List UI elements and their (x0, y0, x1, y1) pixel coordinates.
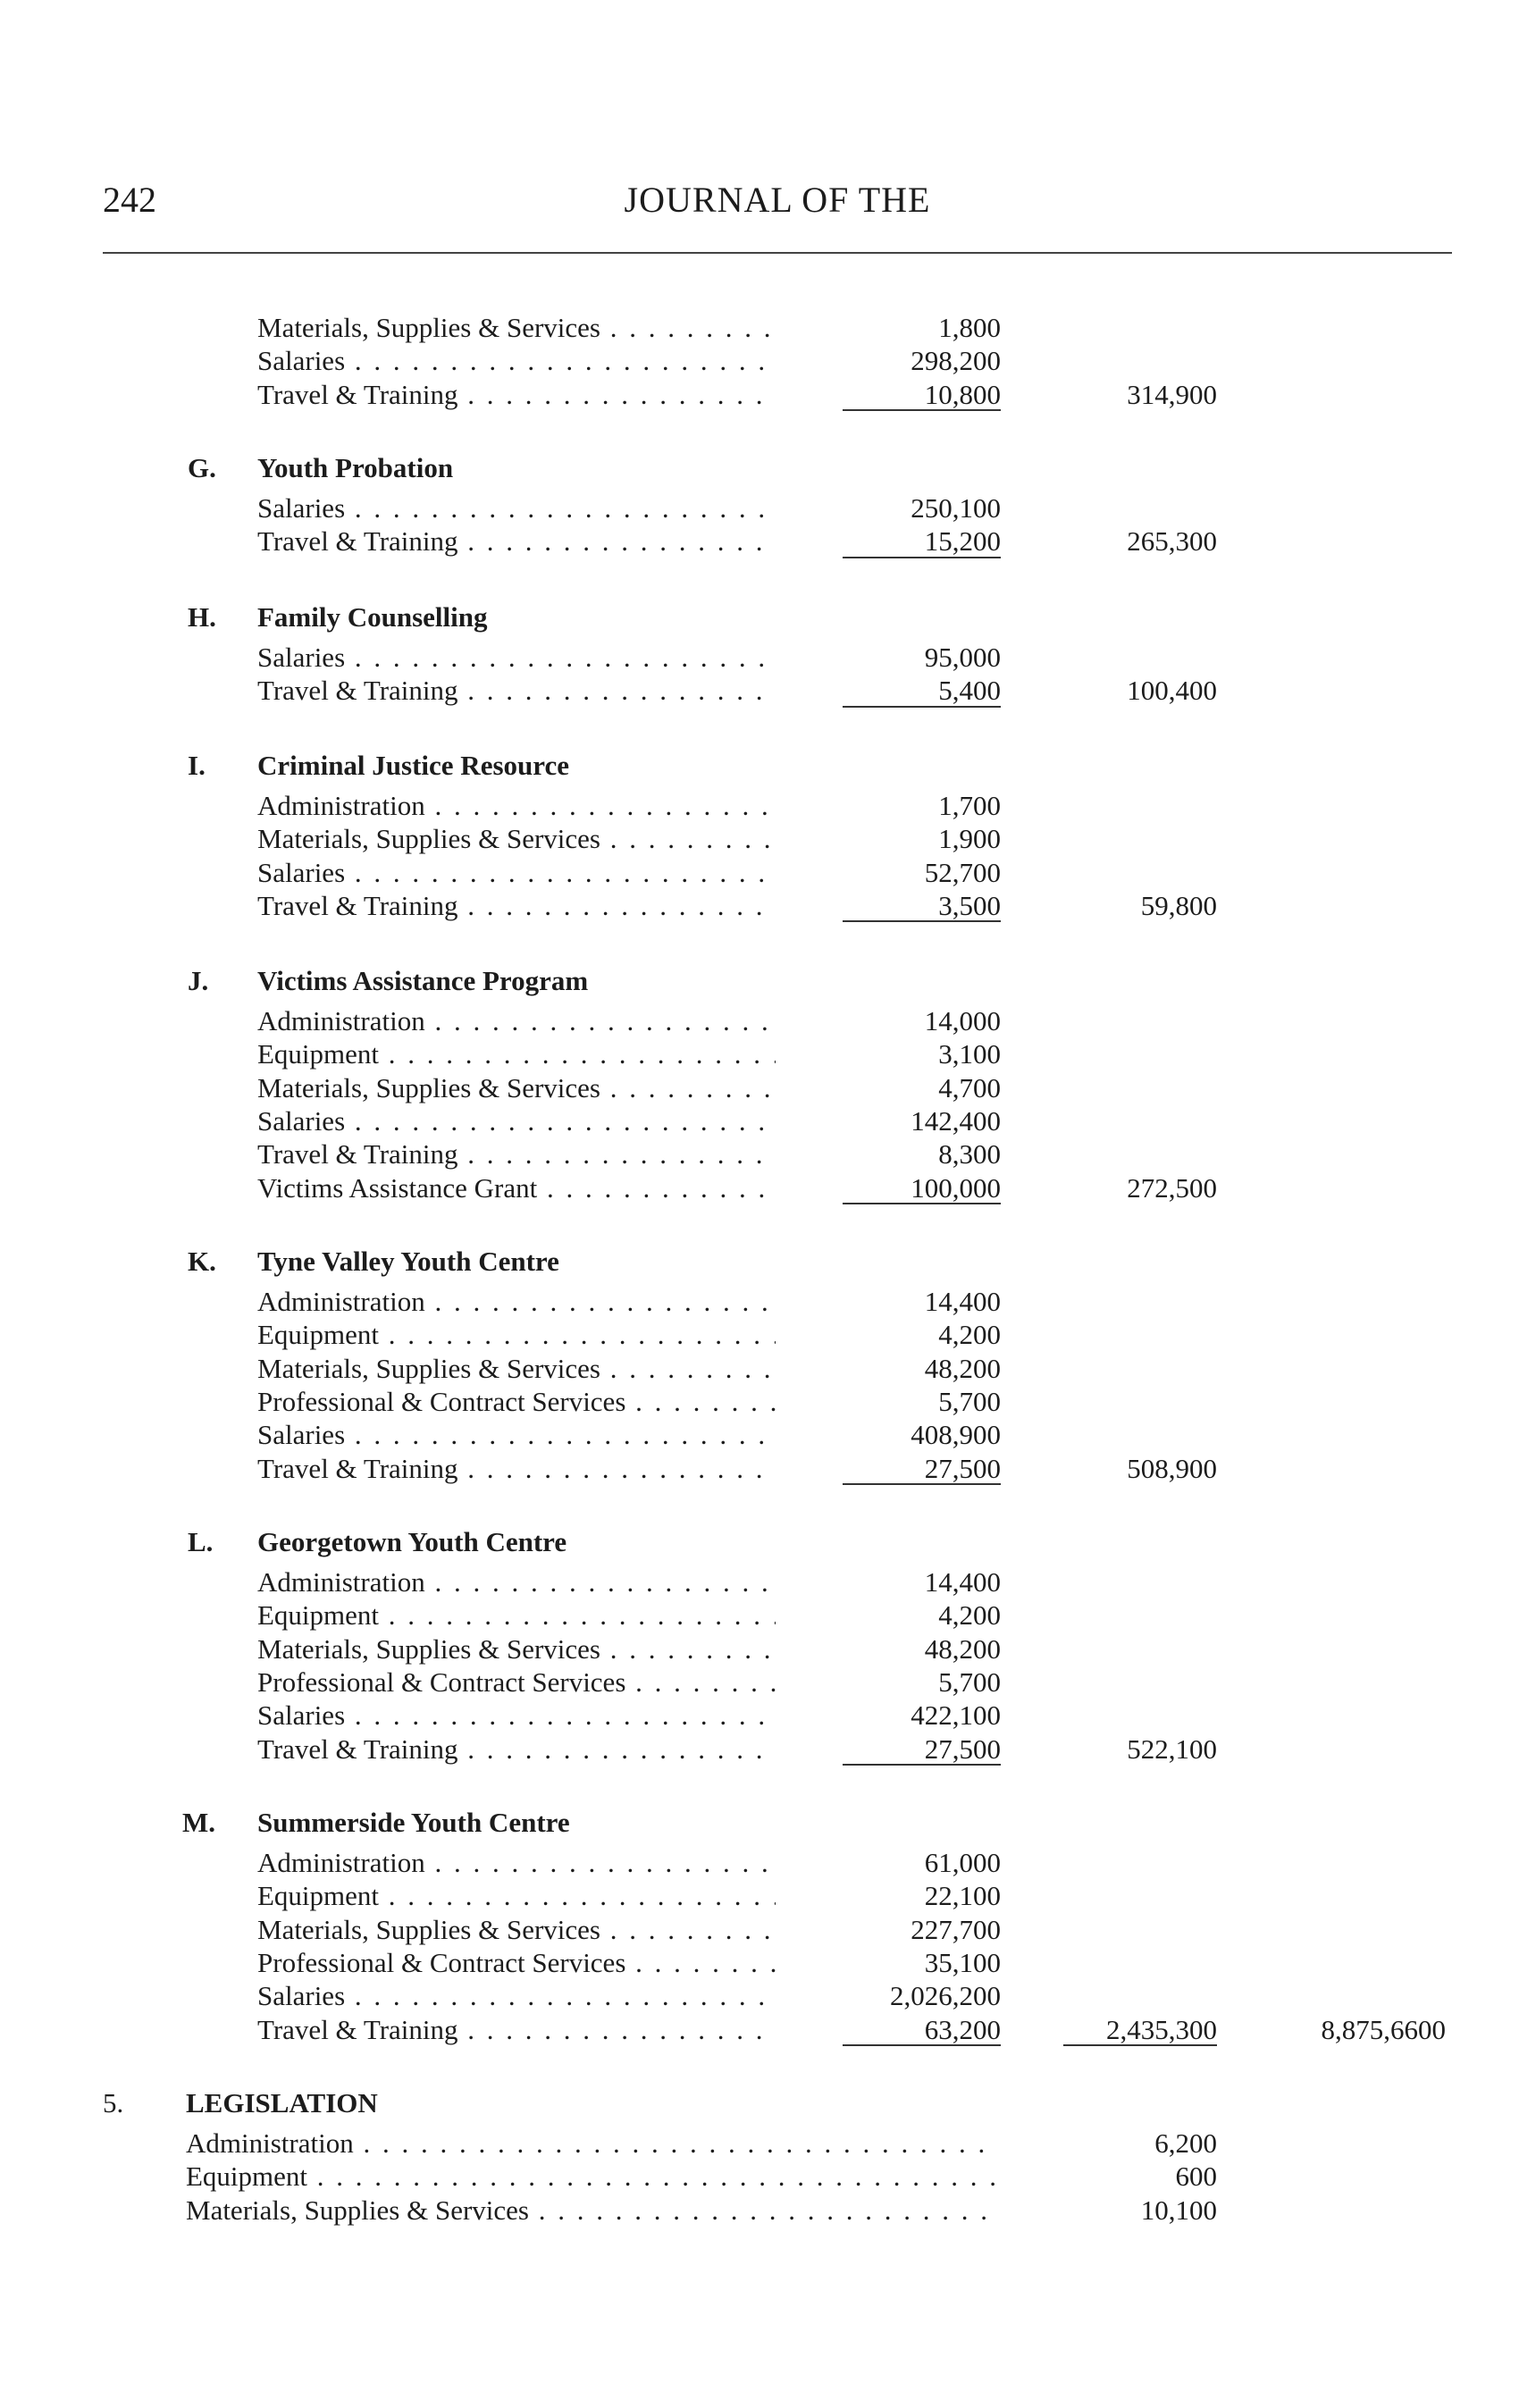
item-label: Travel & Training . . . (257, 889, 776, 923)
item-label: Professional & Contract Services . . . (257, 1385, 776, 1419)
item-label: Salaries . . . (257, 1979, 776, 2013)
item-label: Equipment . . . (186, 2160, 994, 2194)
line-item (0, 1385, 1519, 1419)
item-label: Salaries . . . (257, 344, 776, 378)
item-amount: 27,500 (924, 1452, 1001, 1484)
item-amount: 142,400 (911, 1104, 1001, 1137)
section-total-value: 522,100 (1127, 1733, 1217, 1765)
item-label: Administration . . . (257, 789, 776, 823)
section-total (0, 889, 1519, 923)
section-total-value: 100,400 (1127, 675, 1217, 707)
line-item (0, 1104, 1519, 1138)
line-item (0, 856, 1519, 890)
line-item (0, 1879, 1519, 1913)
line-item (0, 1565, 1519, 1599)
item-label: Materials, Supplies & Services . . . (257, 1071, 776, 1105)
item-amount: 27,500 (924, 1733, 1001, 1765)
line-item (0, 1352, 1519, 1386)
item-label: Travel & Training . . . (257, 1733, 776, 1766)
item-label: Materials, Supplies & Services . . . (257, 1913, 776, 1947)
item-amount: 250,100 (911, 492, 1001, 524)
line-item (0, 1846, 1519, 1880)
item-label: Victims Assistance Grant . . . (257, 1171, 776, 1205)
section-total (0, 378, 1519, 412)
item-amount: 600 (1175, 2160, 1217, 2193)
item-amount: 1,700 (938, 790, 1001, 821)
item-amount: 6,200 (1154, 2127, 1217, 2159)
item-label: Travel & Training . . . (257, 1137, 776, 1171)
line-item (0, 1137, 1519, 1171)
item-amount: 10,100 (1140, 2194, 1217, 2226)
item-label: Salaries . . . (257, 491, 776, 525)
item-label: Salaries . . . (257, 1104, 776, 1138)
item-amount: 35,100 (924, 1946, 1001, 1978)
item-amount: 2,026,200 (890, 1980, 1001, 2012)
line-item (0, 1071, 1519, 1105)
item-label: Administration . . . (257, 1565, 776, 1599)
line-item (0, 1598, 1519, 1632)
item-amount: 3,100 (938, 1038, 1001, 1070)
item-amount: 61,000 (924, 1847, 1001, 1878)
item-amount: 14,400 (924, 1566, 1001, 1598)
section-letter: H. (188, 601, 216, 633)
line-item (0, 344, 1519, 378)
section-total (0, 524, 1519, 558)
section-letter: G. (188, 452, 216, 483)
item-label: Travel & Training . . . (257, 674, 776, 708)
line-item (0, 1285, 1519, 1319)
item-amount: 8,300 (938, 1138, 1001, 1170)
line-item (0, 2127, 1519, 2160)
item-label: Travel & Training . . . (257, 2013, 776, 2047)
item-label: Materials, Supplies & Services . . . (257, 1632, 776, 1666)
item-label: Materials, Supplies & Services . . . (257, 311, 776, 345)
header-rule (103, 252, 1452, 254)
line-item (0, 491, 1519, 525)
section-title: Georgetown Youth Centre (257, 1526, 567, 1557)
section-total (0, 674, 1519, 708)
section-title: Youth Probation (257, 452, 454, 483)
item-label: Equipment . . . (257, 1318, 776, 1352)
item-amount: 422,100 (911, 1699, 1001, 1732)
item-label: Equipment . . . (257, 1879, 776, 1913)
item-amount: 14,400 (924, 1286, 1001, 1317)
item-amount: 48,200 (924, 1352, 1001, 1384)
section-total (0, 1733, 1519, 1766)
item-amount: 14,000 (924, 1005, 1001, 1036)
journal-title: JOURNAL OF THE (624, 180, 931, 220)
item-label: Administration . . . (186, 2127, 994, 2160)
item-label: Salaries . . . (257, 1418, 776, 1452)
item-amount: 1,900 (938, 823, 1001, 855)
section-total-value: 265,300 (1127, 525, 1217, 558)
item-label: Professional & Contract Services . . . (257, 1665, 776, 1699)
item-amount: 4,200 (938, 1599, 1001, 1632)
item-label: Materials, Supplies & Services . . . (257, 1352, 776, 1386)
item-amount: 5,400 (938, 675, 1001, 707)
item-amount: 48,200 (924, 1632, 1001, 1665)
item-amount: 227,700 (911, 1913, 1001, 1945)
item-label: Administration . . . (257, 1285, 776, 1319)
line-item (0, 311, 1519, 345)
grand-total-value: 8,875,6600 (1321, 2013, 1446, 2045)
section-title: Victims Assistance Program (257, 965, 589, 996)
section-letter: K. (188, 1246, 216, 1277)
section-title: Family Counselling (257, 601, 488, 633)
item-amount: 63,200 (924, 2013, 1001, 2045)
line-item (0, 822, 1519, 856)
item-label: Administration . . . (257, 1846, 776, 1880)
item-amount: 408,900 (911, 1419, 1001, 1451)
item-label: Travel & Training . . . (257, 524, 776, 558)
line-item (0, 1037, 1519, 1071)
legislation-title: LEGISLATION (186, 2087, 378, 2119)
item-amount: 298,200 (911, 345, 1001, 377)
line-item (0, 1946, 1519, 1980)
item-label: Salaries . . . (257, 856, 776, 890)
line-item (0, 1913, 1519, 1947)
section-total-value: 59,800 (1140, 889, 1217, 921)
line-item (0, 2160, 1519, 2194)
item-amount: 95,000 (924, 642, 1001, 673)
item-label: Professional & Contract Services . . . (257, 1946, 776, 1980)
item-label: Salaries . . . (257, 641, 776, 675)
item-label: Equipment . . . (257, 1037, 776, 1071)
section-letter: L. (188, 1526, 214, 1557)
item-amount: 52,700 (924, 856, 1001, 888)
line-item (0, 1004, 1519, 1038)
item-amount: 10,800 (924, 378, 1001, 410)
item-label: Travel & Training . . . (257, 378, 776, 412)
section-title: Summerside Youth Centre (257, 1807, 570, 1838)
item-label: Administration . . . (257, 1004, 776, 1038)
section-total-value: 2,435,300 (1106, 2013, 1217, 2045)
item-amount: 22,100 (924, 1880, 1001, 1912)
item-label: Equipment . . . (257, 1598, 776, 1632)
legislation-number: 5. (103, 2087, 124, 2119)
section-title: Tyne Valley Youth Centre (257, 1246, 559, 1277)
section-total-value: 272,500 (1127, 1171, 1217, 1204)
line-item (0, 1665, 1519, 1699)
section-letter: J. (188, 965, 209, 996)
line-item (0, 1979, 1519, 2013)
line-item (0, 789, 1519, 823)
item-amount: 4,200 (938, 1319, 1001, 1351)
section-total (0, 1452, 1519, 1486)
line-item (0, 1699, 1519, 1733)
line-item (0, 1318, 1519, 1352)
item-label: Salaries . . . (257, 1699, 776, 1733)
item-amount: 3,500 (938, 889, 1001, 921)
line-item (0, 1632, 1519, 1666)
item-amount: 1,800 (938, 312, 1001, 343)
section-total-value: 508,900 (1127, 1452, 1217, 1484)
item-label: Materials, Supplies & Services . . . (186, 2194, 994, 2228)
line-item (0, 1418, 1519, 1452)
item-label: Materials, Supplies & Services . . . (257, 822, 776, 856)
page-number: 242 (103, 180, 156, 220)
section-title: Criminal Justice Resource (257, 750, 569, 781)
item-amount: 5,700 (938, 1665, 1001, 1698)
item-amount: 5,700 (938, 1385, 1001, 1417)
line-item (0, 2194, 1519, 2228)
page-header (103, 179, 1452, 232)
grand-total (0, 2013, 1519, 2047)
section-letter: I. (188, 750, 206, 781)
section-letter: M. (182, 1807, 216, 1838)
item-amount: 15,200 (924, 525, 1001, 558)
section-total (0, 1171, 1519, 1205)
item-label: Travel & Training . . . (257, 1452, 776, 1486)
item-amount: 4,700 (938, 1071, 1001, 1103)
item-amount: 100,000 (911, 1171, 1001, 1204)
line-item (0, 641, 1519, 675)
section-total-value: 314,900 (1127, 378, 1217, 410)
